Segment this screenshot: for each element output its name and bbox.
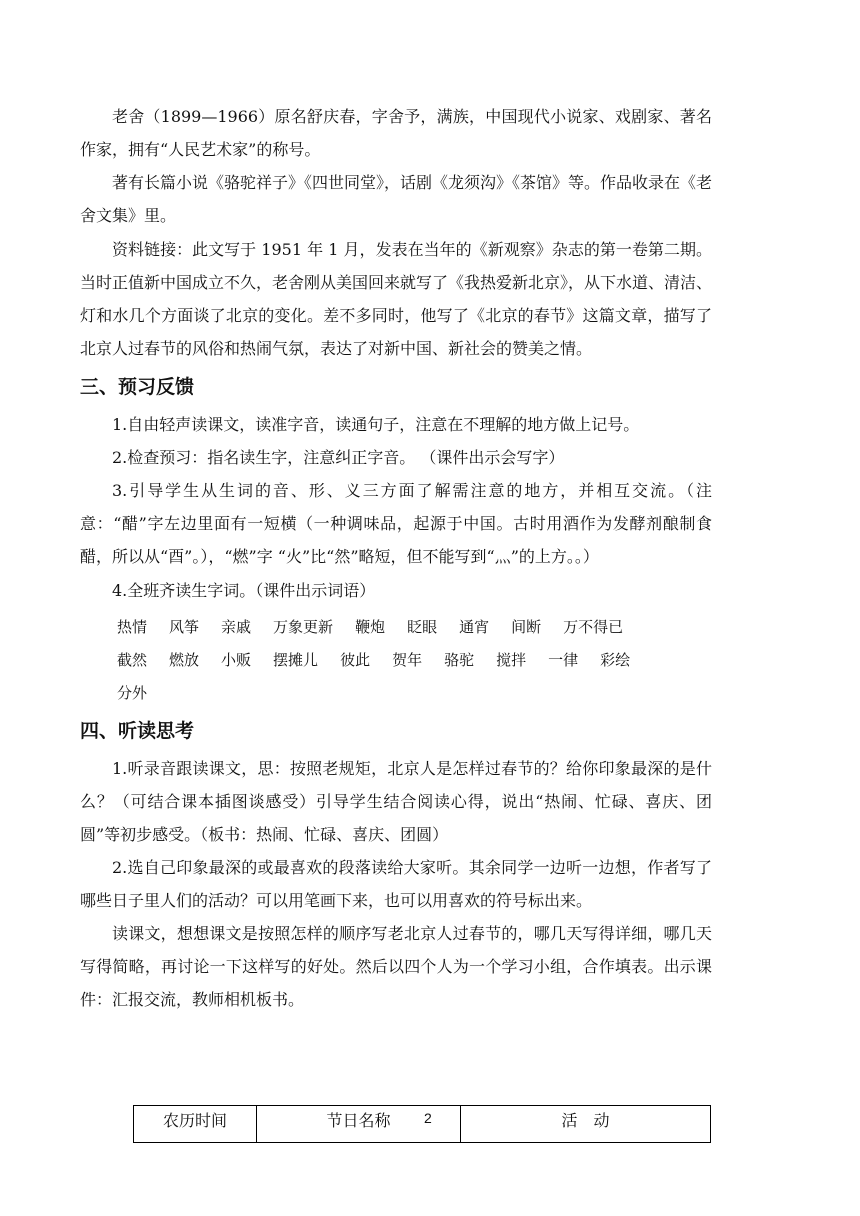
vocab-word: 贺年 (392, 651, 423, 669)
vocab-word: 摆摊儿 (273, 651, 319, 669)
vocab-word: 彼此 (340, 651, 371, 669)
vocab-row-3 (117, 683, 169, 703)
vocab-word: 彩绘 (600, 651, 631, 669)
table-header-lunar-time: 农历时间 (134, 1106, 257, 1143)
vocab-row-2 (117, 650, 652, 670)
vocab-word: 一律 (548, 651, 579, 669)
vocab-word: 截然 (117, 651, 148, 669)
page-number: 2 (424, 1110, 432, 1126)
vocab-word: 鞭炮 (355, 618, 386, 636)
table-header-festival-name: 节日名称 (257, 1106, 461, 1143)
listen-item-1: 1.听录音跟读课文，思：按照老规矩，北京人是怎样过春节的？给你印象最深的是什么？（可结合课本插图谈感受）引导学生结合阅读心得，说出“热闹、忙碌、喜庆、团圆”等初步感受。（板书：热闹、忙碌、喜庆、团圆） (80, 759, 712, 844)
preview-item-1: 1.自由轻声读课文，读准字音，读通句子，注意在不理解的地方做上记号。 (112, 415, 640, 434)
preview-item-4: 4.全班齐读生字词。（课件出示词语） (112, 581, 376, 600)
vocab-word: 燃放 (169, 651, 200, 669)
preview-item-3: 3.引导学生从生词的音、形、义三方面了解需注意的地方，并相互交流。（注意：“醋”字左边里面有一短横（一种调味品，起源于中国。古时用酒作为发酵剂酿制食醋，所以从“酉”。），“燃”字 “火”比“然”略短，但不能写到“灬”的上方。。） (80, 481, 712, 566)
preview-item-2: 2.检查预习：指名读生字，注意纠正字音。 （课件出示会写字） (112, 448, 565, 467)
vocab-word: 分外 (117, 684, 148, 702)
vocab-word: 风筝 (169, 618, 200, 636)
section-heading-listen-think: 四、听读思考 (80, 720, 195, 742)
vocab-word: 骆驼 (444, 651, 475, 669)
vocab-word: 万象更新 (273, 618, 334, 636)
section-heading-preview-feedback: 三、预习反馈 (80, 376, 195, 398)
listen-item-3: 读课文，想想课文是按照怎样的顺序写老北京人过春节的，哪几天写得详细，哪几天写得简略，再讨论一下这样写的好处。然后以四个人为一个学习小组，合作填表。出示课件：汇报交流，教师相机板书。 (80, 924, 712, 1009)
intro-works: 著有长篇小说《骆驼祥子》《四世同堂》，话剧《龙须沟》《茶馆》等。作品收录在《老舍文集》里。 (80, 173, 713, 225)
vocab-row-1 (117, 617, 645, 637)
vocab-word: 小贩 (221, 651, 252, 669)
vocab-word: 眨眼 (407, 618, 438, 636)
vocab-word: 万不得已 (563, 618, 624, 636)
festival-table (133, 1105, 711, 1143)
vocab-word: 搅拌 (496, 651, 527, 669)
vocab-word: 间断 (511, 618, 542, 636)
table-header-activities: 活 动 (461, 1106, 711, 1143)
vocab-word: 通宵 (459, 618, 490, 636)
intro-background: 资料链接：此文写于 1951 年 1 月，发表在当年的《新观察》杂志的第一卷第二期。当时正值新中国成立不久，老舍刚从美国回来就写了《我热爱新北京》，从下水道、清洁、灯和水几个方面谈了北京的变化。差不多同时，他写了《北京的春节》这篇文章，描写了北京人过春节的风俗和热闹气氛，表达了对新中国、新社会的赞美之情。 (80, 240, 713, 358)
listen-item-2: 2.选自己印象最深的或最喜欢的段落读给大家听。其余同学一边听一边想，作者写了哪些日子里人们的活动？可以用笔画下来，也可以用喜欢的符号标出来。 (80, 858, 712, 910)
table-header-row (134, 1106, 711, 1143)
vocab-word: 热情 (117, 618, 148, 636)
intro-author-bio: 老舍（1899—1966）原名舒庆春，字舍予，满族，中国现代小说家、戏剧家、著名作家，拥有“人民艺术家”的称号。 (80, 107, 712, 159)
vocab-word: 亲戚 (221, 618, 252, 636)
